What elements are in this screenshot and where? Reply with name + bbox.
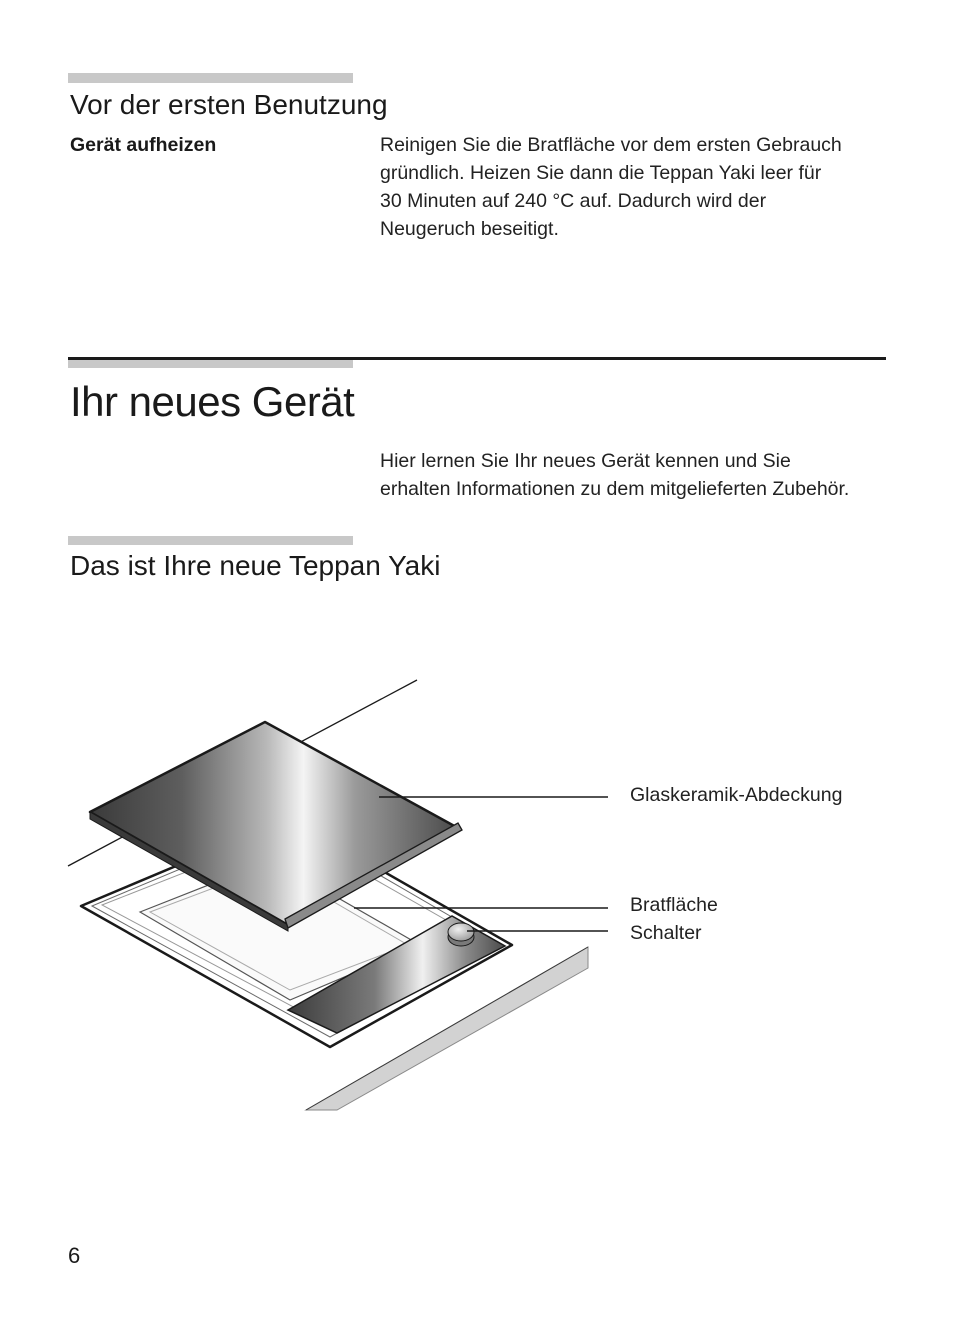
text-line: Reinigen Sie die Bratfläche vor dem ersten Gebrauch — [380, 134, 842, 156]
teppan-yaki-illustration — [0, 660, 954, 1130]
section-heading-teppan-yaki: Das ist Ihre neue Teppan Yaki — [70, 550, 441, 581]
page-number: 6 — [68, 1243, 81, 1268]
text-line: erhalten Informationen zu dem mitgelieferten Zubehör. — [380, 478, 850, 500]
callout-label-cooking-surface: Bratfläche — [630, 894, 718, 916]
text-line: 30 Minuten auf 240 °C auf. Dadurch wird der — [380, 190, 767, 212]
text-line: Hier lernen Sie Ihr neues Gerät kennen und Sie — [380, 450, 791, 472]
section-divider-gray — [68, 73, 353, 83]
section-heading-first-use: Vor der ersten Benutzung — [70, 89, 388, 120]
paragraph-heat-device — [380, 131, 842, 243]
callout-label-switch: Schalter — [630, 922, 702, 944]
text-line: gründlich. Heizen Sie dann die Teppan Yaki leer für — [380, 162, 822, 184]
control-knob — [448, 923, 474, 946]
chapter-heading-new-device: Ihr neues Gerät — [70, 378, 355, 425]
callout-label-glass-cover: Glaskeramik-Abdeckung — [630, 784, 843, 806]
chapter-divider-gray — [68, 360, 353, 368]
side-label-heat-device: Gerät aufheizen — [70, 134, 217, 156]
text-line: Neugeruch beseitigt. — [380, 218, 559, 240]
section-divider-gray — [68, 536, 353, 545]
paragraph-new-device-intro — [380, 447, 849, 503]
